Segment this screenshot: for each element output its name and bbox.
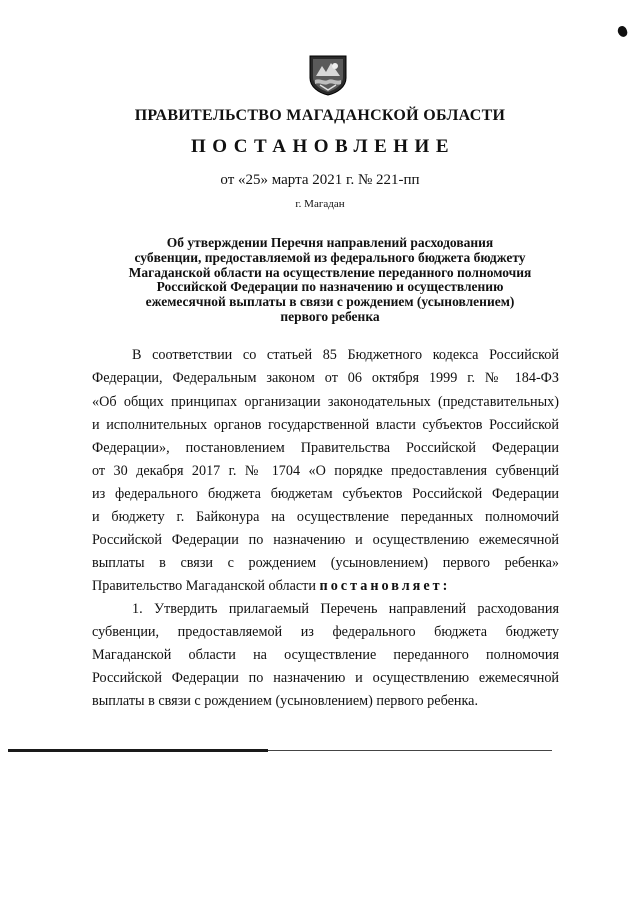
body-line: выплаты в связи с рождением (усыновлением) первого ребенка. [92,693,479,709]
body-line: В соответствии со статьей 85 Бюджетного кодекса Российской [132,347,559,363]
subject-line: первого ребенка [280,308,380,324]
document-date-number: от «25» марта 2021 г. № 221-пп [220,172,420,188]
body-line: от 30 декабря 2017 г. № 1704 «О порядке предоставления субвенций [92,463,559,479]
organization-title: ПРАВИТЕЛЬСТВО МАГАДАНСКОЙ ОБЛАСТИ [134,107,506,124]
footer-rule-thick [8,749,268,752]
subject-line: Об утверждении Перечня направлений расходования [166,235,494,250]
body-line: и бюджету г. Байконура на осуществление переданных полномочий [92,509,559,525]
body-line: субвенции, предоставляемой из федерального бюджета бюджету [92,624,559,640]
body-line-final [92,578,559,594]
document-place: г. Магадан [295,198,345,210]
body-line: из федерального бюджета бюджетам субъектов Российской Федерации [92,486,559,502]
subject-line: Российской Федерации по назначению и осуществлению [156,279,504,295]
resolution-keyword: постановляет: [319,578,451,594]
document-type: ПОСТАНОВЛЕНИЕ [190,136,456,157]
subject-line: Магаданской области на осуществление переданного полномочия [128,264,532,280]
body-line: Магаданской области на осуществление переданного полномочия [92,647,559,663]
body-line: Российской Федерации по назначению и осуществлению ежемесячной [92,670,559,686]
ink-mark-icon [616,25,628,38]
resolution-prefix: Правительство Магаданской области [92,578,316,594]
body-line: 1. Утвердить прилагаемый Перечень направлений расходования [132,601,559,617]
body-line: «Об общих принципах организации законодательных (представительных) [92,394,559,410]
coat-of-arms-icon [308,54,348,96]
document-subject [100,236,560,325]
subject-line: субвенции, предоставляемой из федерального бюджета бюджету [134,249,526,265]
body-line: и исполнительных органов государственной власти субъектов Российской [92,417,559,433]
body-line: Федерации, Федеральным законом от 06 октября 1999 г. № 184-ФЗ [92,370,559,386]
body-line: Федерации», постановлением Правительства Российской Федерации [92,440,559,456]
body-line: выплаты в связи с рождением (усыновлением) первого ребенка» [92,555,559,571]
footer-rule-thin [268,750,552,751]
subject-line: ежемесячной выплаты в связи с рождением (усыновлением) [145,294,515,310]
body-line: Российской Федерации по назначению и осуществлению ежемесячной [92,532,559,548]
